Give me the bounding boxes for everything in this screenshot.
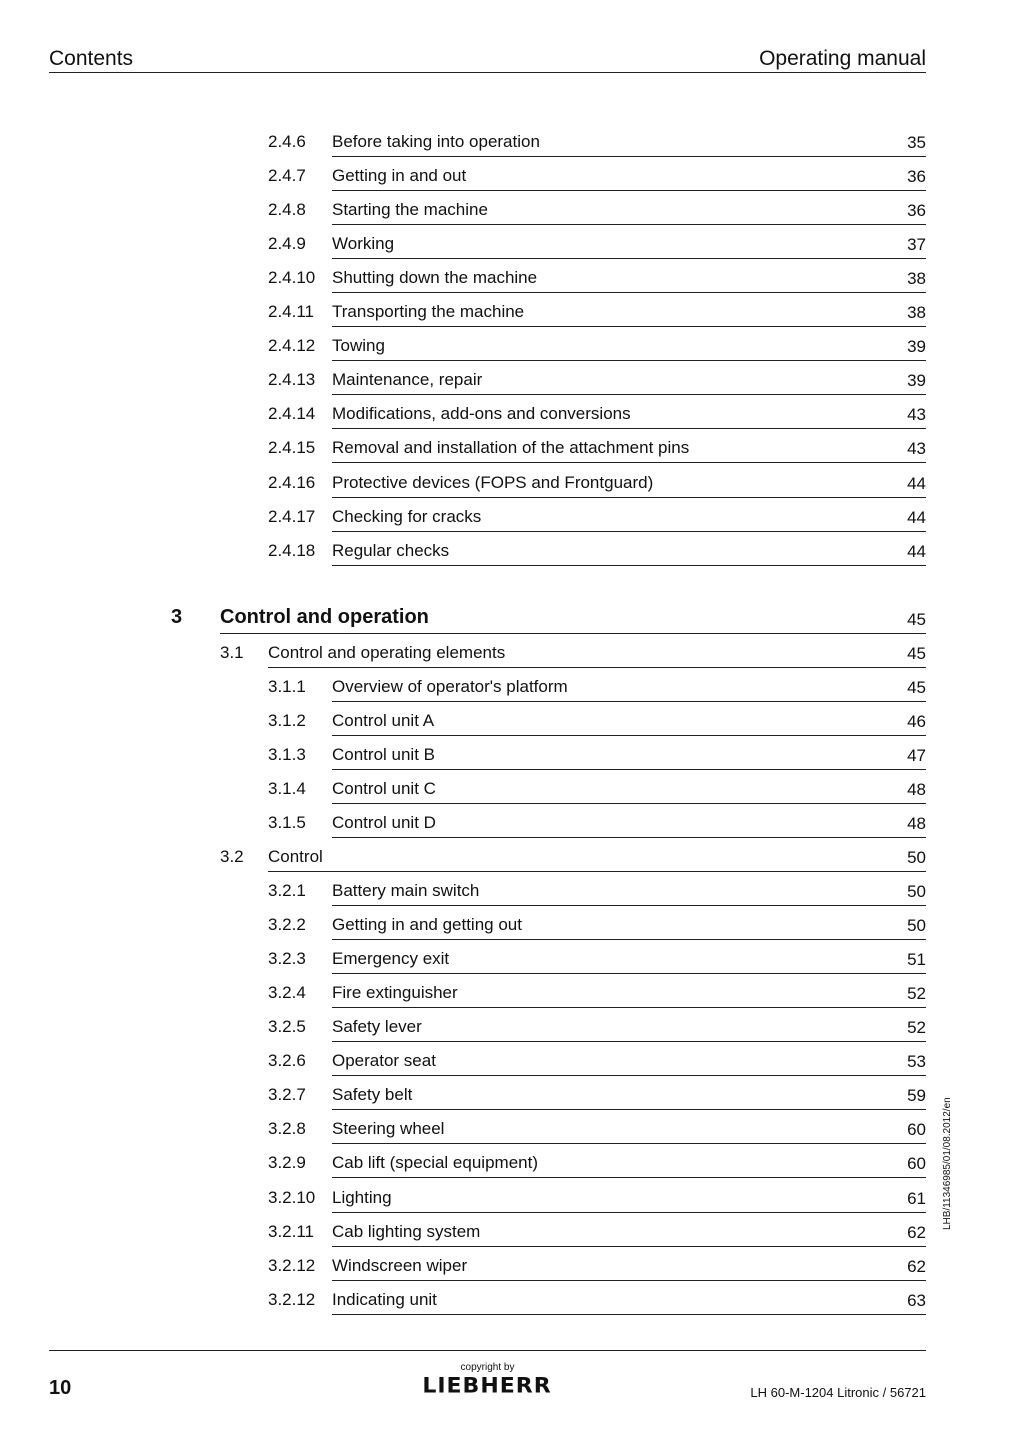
toc-entry-title: Starting the machine	[332, 200, 488, 220]
toc-entry-underline	[332, 565, 926, 566]
toc-entry[interactable]	[0, 268, 1024, 302]
toc-entry-page: 62	[907, 1256, 926, 1276]
toc-entry-title: Control unit A	[332, 710, 435, 730]
toc-entry-number: 2.4.7	[268, 166, 306, 186]
toc-entry-title: Safety belt	[332, 1085, 413, 1105]
toc-entry-number: 3.1	[220, 642, 244, 662]
toc-entry-title: Cab lighting system	[332, 1221, 481, 1241]
toc-entry-title: Shutting down the machine	[332, 268, 538, 288]
toc-entry-number: 2.4.18	[268, 540, 316, 560]
toc-entry-underline	[332, 428, 926, 429]
toc-entry[interactable]	[0, 132, 1024, 166]
toc-entry-title: Checking for cracks	[332, 506, 482, 526]
toc-entry[interactable]	[0, 1051, 1024, 1085]
toc-entry-underline	[332, 1041, 926, 1042]
toc-entry-underline	[332, 258, 926, 259]
toc-entry-underline	[332, 326, 926, 327]
toc-entry-underline	[332, 939, 926, 940]
toc-entry[interactable]	[0, 1153, 1024, 1187]
toc-entry-title: Steering wheel	[332, 1119, 445, 1139]
toc-entry[interactable]	[0, 1290, 1024, 1324]
toc-entry-title: Fire extinguisher	[332, 983, 458, 1003]
footer-divider	[49, 1350, 926, 1351]
toc-entry-underline	[332, 769, 926, 770]
toc-entry[interactable]	[0, 302, 1024, 336]
toc-entry[interactable]	[0, 915, 1024, 949]
toc-entry[interactable]	[0, 779, 1024, 813]
toc-entry-title: Lighting	[332, 1187, 392, 1207]
toc-entry-title: Safety lever	[332, 1017, 422, 1037]
toc-entry-underline	[268, 871, 926, 872]
toc-entry-page: 48	[907, 813, 926, 833]
toc-entry-page: 53	[907, 1052, 926, 1072]
toc-entry-title: Modifications, add-ons and conversions	[332, 404, 631, 424]
toc-entry-title: Before taking into operation	[332, 132, 540, 151]
toc-entry-page: 63	[907, 1290, 926, 1310]
toc-entry-page: 38	[907, 303, 926, 323]
brand-logo: LIEBHERR	[422, 1374, 552, 1399]
toc-entry[interactable]	[0, 813, 1024, 847]
toc-entry-title: Control unit B	[332, 744, 435, 764]
toc-entry-page: 51	[907, 950, 926, 970]
toc-entry-page: 52	[907, 984, 926, 1004]
toc-entry-page: 36	[907, 201, 926, 221]
toc-entry-page: 59	[907, 1086, 926, 1106]
toc-entry-underline	[268, 667, 926, 668]
toc-entry-page: 48	[907, 779, 926, 799]
page-number: 10	[49, 1377, 72, 1399]
toc-entry-title: Regular checks	[332, 540, 450, 560]
toc-entry-number: 3.2.8	[268, 1119, 306, 1139]
toc-entry-page: 38	[907, 269, 926, 289]
toc-entry-title: Working	[332, 234, 395, 254]
toc-entry-number: 3.2.1	[268, 881, 306, 901]
toc-entry-page: 62	[907, 1222, 926, 1242]
toc-entry-number: 3.2.2	[268, 915, 306, 935]
toc-entry-title: Towing	[332, 336, 385, 356]
toc-entry-page: 39	[907, 371, 926, 391]
toc-entry[interactable]	[0, 1222, 1024, 1256]
toc-entry-number: 3.2.7	[268, 1085, 306, 1105]
toc-entry[interactable]	[0, 949, 1024, 983]
toc-entry[interactable]	[0, 745, 1024, 779]
toc-entry-underline	[332, 1280, 926, 1281]
toc-entry-number: 2.4.16	[268, 472, 316, 492]
toc-entry-underline	[332, 394, 926, 395]
toc-entry-number: 2.4.8	[268, 200, 306, 220]
toc-entry-number: 3.2.3	[268, 949, 306, 969]
toc-entry-page: 45	[907, 609, 926, 629]
toc-entry[interactable]	[0, 336, 1024, 370]
toc-entry[interactable]	[0, 881, 1024, 915]
toc-entry-title: Control and operating elements	[268, 642, 506, 662]
toc-entry-page: 35	[907, 133, 926, 152]
toc-entry-page: 50	[907, 882, 926, 902]
toc-entry-underline	[332, 292, 926, 293]
toc-entry-number: 3.2.11	[268, 1221, 315, 1241]
toc-entry[interactable]	[0, 541, 1024, 575]
toc-entry-page: 36	[907, 167, 926, 187]
toc-entry-underline	[332, 1177, 926, 1178]
toc-entry-title: Control and operation	[220, 605, 429, 628]
toc-entry-title: Operator seat	[332, 1051, 436, 1071]
toc-entry-number: 3.1.2	[268, 710, 306, 730]
toc-entry-underline	[332, 1109, 926, 1110]
toc-entry-underline	[332, 497, 926, 498]
toc-entry-number: 3.1.1	[268, 676, 306, 696]
toc-entry[interactable]	[0, 166, 1024, 200]
document-code: LHB/11346985/01/08.2012/en	[942, 1097, 953, 1230]
toc-entry-number: 2.4.15	[268, 438, 316, 458]
toc-entry-number: 2.4.17	[268, 506, 316, 526]
toc-entry-page: 60	[907, 1154, 926, 1174]
toc-entry[interactable]	[0, 1119, 1024, 1153]
toc-entry-page: 46	[907, 711, 926, 731]
toc-entry-underline	[332, 531, 926, 532]
toc-entry-underline	[332, 973, 926, 974]
toc-entry-title: Protective devices (FOPS and Frontguard)	[332, 472, 654, 492]
toc-entry[interactable]	[0, 473, 1024, 507]
toc-entry-title: Removal and installation of the attachment pins	[332, 438, 690, 458]
toc-entry-underline	[332, 1143, 926, 1144]
toc-entry-number: 2.4.6	[268, 132, 306, 151]
toc-entry[interactable]	[0, 711, 1024, 745]
toc-entry-title: Cab lift (special equipment)	[332, 1153, 538, 1173]
toc-entry-title: Getting in and out	[332, 166, 467, 186]
toc-entry-underline	[332, 156, 926, 157]
toc-entry-title: Control	[268, 847, 323, 866]
toc-entry-underline	[332, 190, 926, 191]
header-section-title: Contents	[49, 47, 134, 70]
toc-entry-underline	[332, 905, 926, 906]
toc-entry-page: 52	[907, 1018, 926, 1038]
toc-entry-title: Control unit D	[332, 812, 436, 832]
toc-entry[interactable]	[0, 370, 1024, 404]
toc-entry[interactable]	[0, 847, 1024, 881]
toc-entry-number: 3.1.5	[268, 812, 306, 832]
toc-entry-underline	[332, 1075, 926, 1076]
toc-entry[interactable]	[0, 1256, 1024, 1290]
toc-entry[interactable]	[0, 1188, 1024, 1222]
toc-entry[interactable]	[0, 1017, 1024, 1051]
toc-entry[interactable]	[0, 438, 1024, 472]
copyright-note: copyright by	[460, 1362, 515, 1373]
toc-entry-title: Emergency exit	[332, 949, 450, 969]
toc-entry-number: 3.2.6	[268, 1051, 306, 1071]
toc-entry-number: 2.4.11	[268, 302, 315, 322]
toc-entry-title: Maintenance, repair	[332, 370, 483, 390]
toc-entry-title: Transporting the machine	[332, 302, 525, 322]
toc-entry[interactable]	[0, 507, 1024, 541]
toc-entry-number: 2.4.13	[268, 370, 316, 390]
toc-entry-number: 3.2.5	[268, 1017, 306, 1037]
toc-entry-title: Indicating unit	[332, 1289, 437, 1309]
toc-entry-underline	[220, 633, 926, 634]
toc-entry-page: 47	[907, 745, 926, 765]
toc-entry-page: 61	[907, 1188, 926, 1208]
toc-entry[interactable]	[0, 643, 1024, 677]
toc-entry-number: 3.2	[220, 847, 244, 866]
toc-entry-underline	[332, 462, 926, 463]
toc-entry-page: 43	[907, 439, 926, 459]
toc-entry[interactable]	[0, 677, 1024, 711]
toc-entry-number: 3.2.12	[268, 1255, 316, 1275]
toc-entry-number: 3.2.4	[268, 983, 306, 1003]
toc-entry[interactable]	[0, 404, 1024, 438]
toc-entry-number: 2.4.14	[268, 404, 316, 424]
toc-entry-page: 43	[907, 405, 926, 425]
toc-entry-underline	[332, 701, 926, 702]
toc-entry-number: 2.4.9	[268, 234, 306, 254]
toc-entry-underline	[332, 1314, 926, 1315]
toc-entry-underline	[332, 224, 926, 225]
toc-entry-underline	[332, 803, 926, 804]
toc-entry-number: 3.1.4	[268, 778, 306, 798]
toc-entry-page: 45	[907, 643, 926, 663]
toc-entry-number: 2.4.10	[268, 268, 316, 288]
toc-entry[interactable]	[0, 1085, 1024, 1119]
toc-entry-title: Windscreen wiper	[332, 1255, 468, 1275]
toc-entry-number: 2.4.12	[268, 336, 316, 356]
toc-entry-page: 50	[907, 916, 926, 936]
toc-entry-title: Battery main switch	[332, 881, 480, 901]
toc-entry[interactable]	[0, 200, 1024, 234]
toc-entry-underline	[332, 1212, 926, 1213]
toc-entry-title: Getting in and getting out	[332, 915, 522, 935]
toc-entry-page: 44	[907, 541, 926, 561]
toc-entry[interactable]	[0, 234, 1024, 268]
toc-entry-page: 60	[907, 1120, 926, 1140]
toc-entry-number: 3.2.12	[268, 1289, 316, 1309]
toc-entry-page: 50	[907, 848, 926, 867]
toc-entry-underline	[332, 837, 926, 838]
toc-entry-title: Control unit C	[332, 778, 436, 798]
toc-entry-page: 45	[907, 677, 926, 697]
toc-entry-underline	[332, 1007, 926, 1008]
toc-entry-number: 3.1.3	[268, 744, 306, 764]
toc-entry[interactable]	[0, 605, 1024, 643]
toc-entry-page: 44	[907, 507, 926, 527]
toc-entry-underline	[332, 360, 926, 361]
toc-entry[interactable]	[0, 983, 1024, 1017]
toc-entry-page: 44	[907, 473, 926, 493]
toc-entry-title: Overview of operator's platform	[332, 676, 568, 696]
toc-entry-number: 3.2.9	[268, 1153, 306, 1173]
toc-entry-number: 3	[171, 605, 183, 628]
model-reference: LH 60-M-1204 Litronic / 56721	[750, 1385, 926, 1400]
toc-entry-underline	[332, 1246, 926, 1247]
toc-entry-page: 37	[907, 235, 926, 255]
toc-entry-number: 3.2.10	[268, 1187, 316, 1207]
toc-entry-page: 39	[907, 337, 926, 357]
header-document-title: Operating manual	[759, 47, 926, 70]
toc-entry-underline	[332, 735, 926, 736]
